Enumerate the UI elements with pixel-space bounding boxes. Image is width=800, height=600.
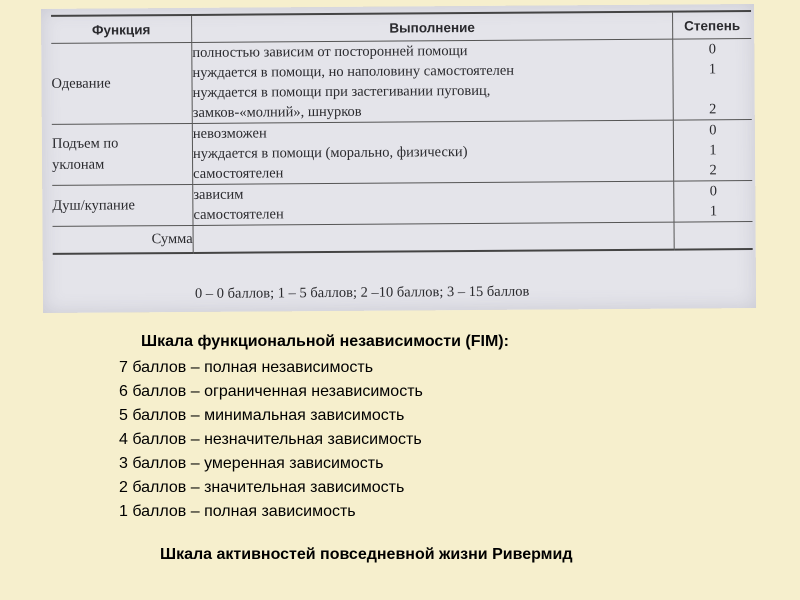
- function-dressing: Одевание: [51, 42, 192, 124]
- function-line: уклонам: [52, 156, 105, 173]
- degree-value: 0: [709, 122, 717, 139]
- function-shower: Душ/купание: [52, 184, 193, 226]
- performance-line: самостоятелен: [193, 206, 284, 223]
- degree-value: 0: [708, 41, 716, 58]
- degree-value: 2: [709, 101, 717, 118]
- list-item: 5 баллов – минимальная зависимость: [119, 407, 405, 424]
- performance-line: нуждается в помощи (морально, физически): [192, 144, 468, 162]
- performance-line: полностью зависим от посторонней помощи: [192, 43, 468, 61]
- list-item: 1 баллов – полная зависимость: [119, 503, 356, 520]
- degree-value: 0: [709, 183, 717, 200]
- table-row: [52, 120, 752, 186]
- sum-value: [193, 222, 674, 253]
- function-line: Подъем по: [51, 135, 119, 152]
- performance-line: замков-«молний», шнурков: [192, 103, 362, 121]
- degree-value: 1: [708, 61, 717, 78]
- degree-value: [674, 79, 752, 100]
- degree-value: 1: [709, 142, 717, 159]
- header-function: Функция: [51, 15, 192, 43]
- function-slopes: [52, 123, 193, 185]
- table-row: [51, 39, 752, 125]
- rivermead-title: Шкала активностей повседневной жизни Ривермид: [160, 546, 573, 563]
- degree-value: 1: [709, 203, 718, 220]
- performance-line: нуждается в помощи при застегивании пуговиц,: [192, 82, 491, 101]
- header-degree: Степень: [673, 11, 752, 39]
- function-table: [51, 10, 753, 255]
- table-sum-row: [53, 222, 753, 254]
- list-item: 7 баллов – полная независимость: [119, 359, 374, 376]
- list-item: 6 баллов – ограниченная независимость: [119, 383, 423, 400]
- list-item: 2 баллов – значительная зависимость: [119, 479, 405, 496]
- performance-line: нуждается в помощи, но наполовину самостоятелен: [192, 62, 515, 81]
- list-item: 3 баллов – умеренная зависимость: [119, 455, 384, 472]
- score-footnote: 0 – 0 баллов; 1 – 5 баллов; 2 –10 баллов; 3 – 15 баллов: [194, 283, 530, 302]
- list-item: 4 баллов – незначительная зависимость: [119, 431, 422, 448]
- fim-title: Шкала функциональной независимости (FIM):: [141, 333, 509, 350]
- performance-line: невозможен: [192, 125, 267, 142]
- sum-label: Сумма: [53, 225, 194, 253]
- degree-dressing: [673, 39, 752, 121]
- performance-dressing: [192, 39, 674, 123]
- degree-slopes: [673, 120, 752, 182]
- sum-degree: [674, 222, 753, 250]
- performance-line: зависим: [193, 186, 244, 203]
- degree-value: 2: [709, 162, 717, 179]
- table-row: [52, 181, 752, 227]
- performance-slopes: [192, 120, 673, 184]
- fim-list: [119, 356, 423, 524]
- header-performance: Выполнение: [192, 12, 673, 43]
- degree-shower: [674, 181, 753, 223]
- scanned-table-image: [41, 4, 756, 313]
- performance-shower: [193, 181, 674, 225]
- performance-line: самостоятелен: [193, 165, 284, 182]
